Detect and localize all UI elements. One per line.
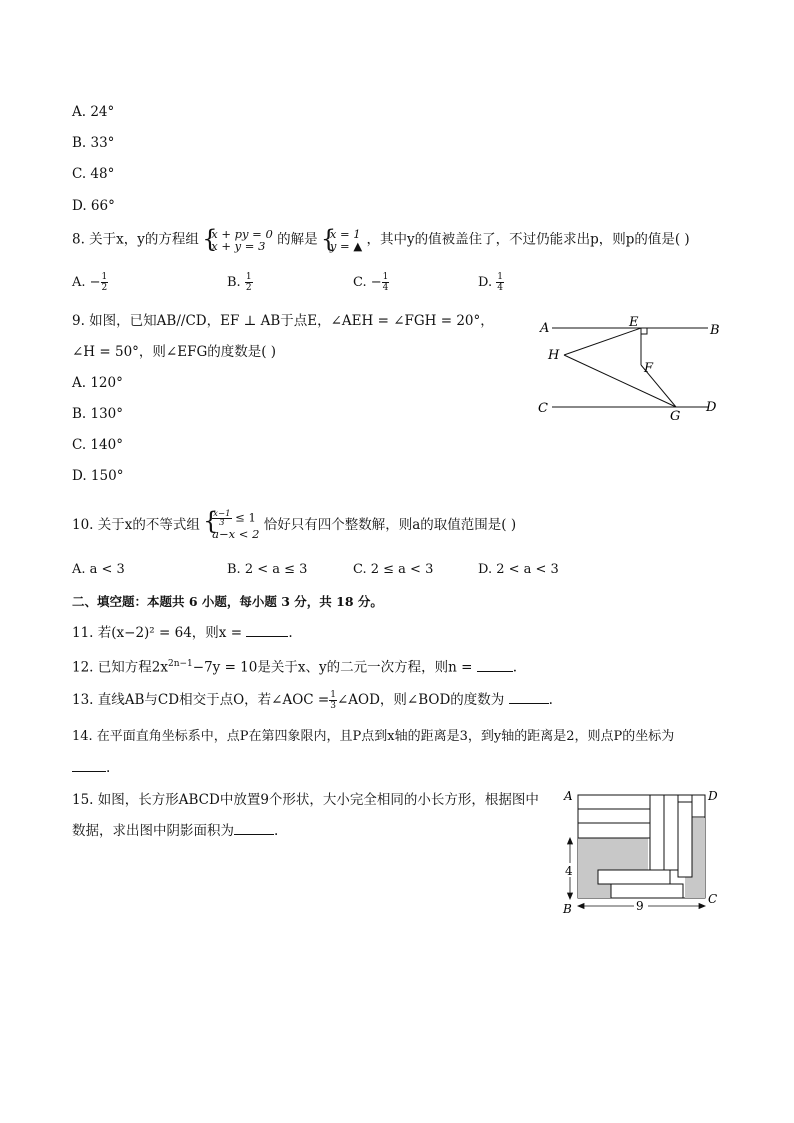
answer-blank[interactable] bbox=[72, 759, 106, 772]
segment-hg bbox=[564, 355, 676, 407]
fraction-numerator: 1 bbox=[101, 272, 108, 282]
arrow-right-icon bbox=[699, 904, 705, 909]
label-c: C bbox=[708, 892, 718, 906]
q8-eq1: { x + py = 0 bbox=[211, 227, 273, 241]
label-b: B bbox=[563, 902, 572, 916]
q8-suffix: ，其中y的值被盖住了，不过仍能求出p，则p的值是( ) bbox=[366, 231, 690, 248]
arrow-up-icon bbox=[568, 838, 573, 844]
small-rectangle bbox=[578, 795, 650, 809]
fraction-denominator: 3 bbox=[330, 701, 336, 711]
label-g: G bbox=[670, 409, 681, 424]
q11-end: . bbox=[288, 625, 293, 641]
q8-option-b bbox=[227, 272, 253, 293]
fraction-numerator: { x−1 bbox=[213, 509, 231, 519]
q8-mid: 的解是 bbox=[277, 231, 318, 248]
segment-eh bbox=[564, 328, 641, 355]
q10-option-a: A. a < 3 bbox=[72, 562, 125, 577]
q9-option-a: A. 120° bbox=[72, 375, 123, 391]
q9-option-c: C. 140° bbox=[72, 437, 123, 453]
small-rectangle bbox=[578, 809, 650, 823]
label-d: D bbox=[706, 400, 717, 415]
q10-option-b: B. 2 < a ≤ 3 bbox=[227, 562, 308, 577]
section-heading: 二、填空题：本题共 6 小题，每小题 3 分，共 18 分。 bbox=[72, 594, 383, 609]
q13 bbox=[72, 690, 553, 711]
q14-line2 bbox=[72, 759, 110, 777]
fraction-denominator: 4 bbox=[382, 283, 389, 293]
q12-prefix: 12. 已知方程2x bbox=[72, 659, 168, 676]
q14-end: . bbox=[106, 760, 111, 776]
fraction-numerator: 1 bbox=[330, 690, 336, 700]
q13-fraction bbox=[329, 690, 337, 711]
q7-option-b: B. 33° bbox=[72, 135, 115, 151]
q8-option-b-label: B. bbox=[227, 275, 245, 290]
q13-end: . bbox=[548, 692, 553, 708]
label-a: A bbox=[564, 789, 573, 803]
q8-sol1: { x = 1 bbox=[329, 227, 361, 241]
q10-ineq1-tail: ≤ 1 bbox=[235, 510, 256, 525]
q13-prefix: 13. 直线AB与CD相交于点O，若∠AOC = bbox=[72, 692, 330, 708]
q13-suffix: ∠AOD，则∠BOD的度数为 bbox=[336, 692, 505, 708]
q10-stem bbox=[72, 510, 516, 541]
q10-ineq1 bbox=[212, 510, 259, 527]
q8-equation-system bbox=[203, 228, 273, 252]
q15-line2 bbox=[72, 822, 278, 840]
q8-option-a-label: A. − bbox=[72, 275, 101, 290]
q8-option-c-fraction bbox=[382, 272, 390, 293]
q15-line1: 15. 如图，长方形ABCD中放置9个形状，大小完全相同的小长方形，根据图中 bbox=[72, 792, 539, 808]
q8-eq2: x + y = 3 bbox=[211, 239, 266, 253]
label-b: B bbox=[710, 323, 720, 338]
q12-suffix: −7y = 10是关于x、y的二元一次方程，则n = bbox=[192, 659, 473, 676]
fraction-numerator: 1 bbox=[245, 272, 252, 282]
q9-line1: 9. 如图，已知AB//CD，EF ⊥ AB于点E，∠AEH = ∠FGH = 20°， bbox=[72, 313, 494, 329]
fraction-numerator: 1 bbox=[497, 272, 503, 282]
q10-ineq2: a−x < 2 bbox=[212, 527, 260, 541]
answer-blank[interactable] bbox=[509, 691, 549, 704]
small-rectangle bbox=[692, 795, 705, 817]
q10-suffix: 恰好只有四个整数解，则a的取值范围是( ) bbox=[263, 517, 517, 533]
label-h: H bbox=[548, 348, 560, 363]
q10-fraction bbox=[212, 510, 231, 527]
q12-exponent: 2n−1 bbox=[167, 659, 193, 669]
q8-option-d-fraction bbox=[496, 272, 504, 293]
q8-option-b-fraction bbox=[245, 272, 253, 293]
small-rectangle bbox=[578, 823, 650, 838]
fraction-denominator: 2 bbox=[245, 283, 252, 293]
fraction-denominator: 4 bbox=[497, 283, 503, 293]
q12 bbox=[72, 655, 517, 677]
q7-option-a: A. 24° bbox=[72, 104, 115, 120]
q12-end: . bbox=[512, 659, 517, 676]
q9-line2: ∠H = 50°，则∠EFG的度数是( ) bbox=[72, 344, 277, 360]
fraction-denominator: 2 bbox=[101, 283, 108, 293]
q11 bbox=[72, 624, 293, 642]
q15-figure bbox=[556, 786, 726, 918]
q7-option-c: C. 48° bbox=[72, 166, 115, 182]
q8-option-d bbox=[478, 272, 504, 293]
q10-option-d: D. 2 < a < 3 bbox=[478, 562, 559, 577]
small-rectangle bbox=[650, 795, 664, 870]
answer-blank[interactable] bbox=[246, 624, 288, 637]
arrow-down-icon bbox=[568, 893, 573, 899]
q8-prefix: 8. 关于x，y的方程组 bbox=[72, 231, 199, 248]
small-rectangle bbox=[611, 884, 683, 898]
width-label: 9 bbox=[636, 899, 644, 913]
q10-option-c: C. 2 ≤ a < 3 bbox=[353, 562, 434, 577]
q8-solution-system bbox=[322, 228, 362, 252]
q8-option-c-label: C. − bbox=[353, 275, 382, 290]
label-d: D bbox=[708, 789, 718, 803]
q15-end: . bbox=[274, 823, 279, 839]
q10-inequality-system bbox=[204, 510, 259, 541]
label-e: E bbox=[629, 315, 639, 330]
q8-option-a bbox=[72, 272, 108, 293]
label-c: C bbox=[538, 401, 548, 416]
q9-figure bbox=[530, 312, 730, 430]
q15-line2-text: 数据，求出图中阴影面积为 bbox=[72, 823, 234, 839]
answer-blank[interactable] bbox=[477, 659, 513, 672]
fraction-denominator: 3 bbox=[219, 518, 225, 528]
q8-option-c bbox=[353, 272, 389, 293]
q8-sol2: y = ▲ bbox=[329, 239, 363, 253]
answer-blank[interactable] bbox=[234, 822, 274, 835]
q7-option-d: D. 66° bbox=[72, 198, 115, 214]
small-rectangle bbox=[664, 795, 678, 870]
q9-option-b: B. 130° bbox=[72, 406, 124, 422]
q8-option-d-label: D. bbox=[478, 275, 497, 290]
q9-option-d: D. 150° bbox=[72, 468, 124, 484]
q11-text: 11. 若(x−2)² = 64，则x = bbox=[72, 625, 243, 641]
label-a: A bbox=[540, 321, 550, 336]
small-rectangle bbox=[598, 870, 670, 884]
height-label: 4 bbox=[565, 864, 573, 878]
fraction-numerator: 1 bbox=[382, 272, 389, 282]
q10-prefix: 10. 关于x的不等式组 bbox=[72, 517, 200, 533]
small-rectangle bbox=[678, 802, 692, 877]
q8-option-a-fraction bbox=[101, 272, 109, 293]
q14-line1: 14. 在平面直角坐标系中，点P在第四象限内，且P点到x轴的距离是3，到y轴的距离是2，则点P的坐标为 bbox=[72, 729, 675, 744]
q8-stem bbox=[72, 228, 690, 252]
arrow-left-icon bbox=[578, 904, 584, 909]
right-angle-mark bbox=[641, 328, 647, 334]
label-f: F bbox=[644, 361, 654, 376]
